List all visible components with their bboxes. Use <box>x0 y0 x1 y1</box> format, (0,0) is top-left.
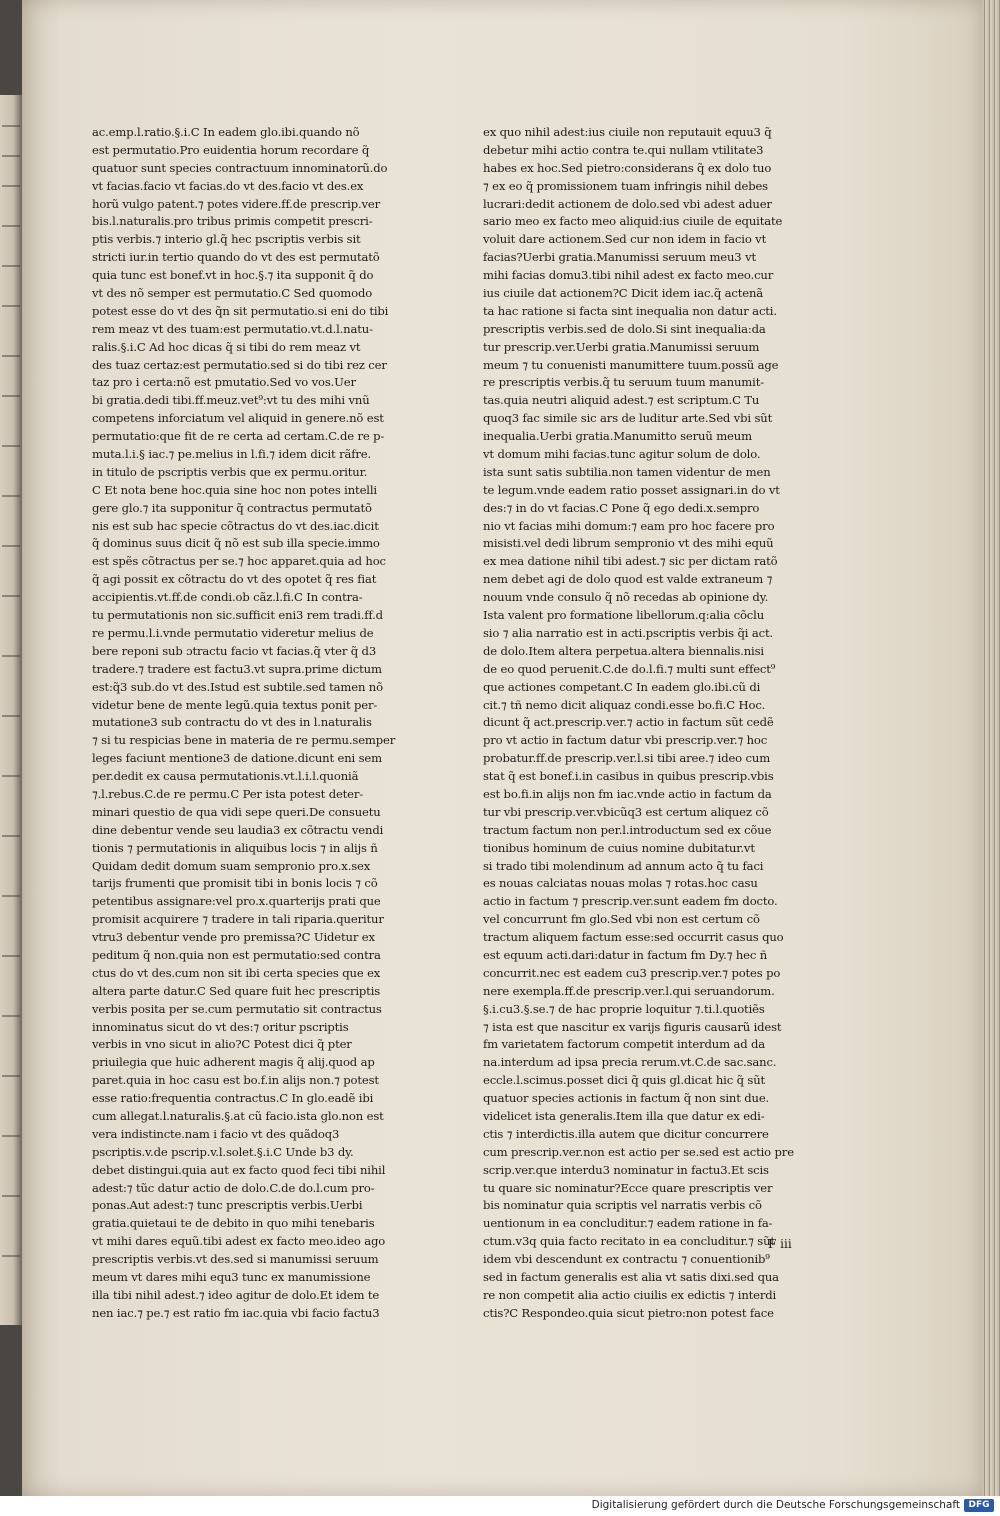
text-line: vt des nõ semper est permutatio.C Sed quomodo <box>92 286 373 301</box>
text-line: nio vt facias mihi domum:⁊ eam pro hoc facere pro <box>483 518 775 533</box>
text-line: vt facias.facio vt facias.do vt des.facio vt des.ex <box>92 178 364 193</box>
text-line: tionibus hominum de cuius nomine dubitatur.vt <box>483 840 755 855</box>
text-line: tarijs frumenti que promisit tibi in bonis locis ⁊ cõ <box>92 876 378 891</box>
text-line: est equum acti.dari:datur in factum fm Dy.⁊ hec ñ <box>483 947 768 962</box>
text-line: competens inforciatum vel aliquid in genere.nõ est <box>92 411 384 426</box>
text-line: per.dedit ex causa permutationis.vt.l.i.l.quoniã <box>92 769 359 784</box>
text-line: inequalia.Uerbi gratia.Manumitto seruũ meum <box>483 429 752 444</box>
text-line: mihi facias domu3.tibi nihil adest ex facto meo.cur <box>483 268 774 283</box>
text-line: tu quare sic nominatur?Ecce quare prescriptis ver <box>483 1180 773 1195</box>
text-line: bi gratia.dedi tibi.ff.meuz.vet⁹:vt tu des mihi vnũ <box>92 393 370 408</box>
text-line: ponas.Aut adest:⁊ tunc prescriptis verbis.Uerbi <box>92 1198 363 1213</box>
text-line: pscriptis.v.de pscrip.v.l.solet.§.i.C Unde b3 dy. <box>92 1144 354 1159</box>
text-line: ista sunt satis subtilia.non tamen videntur de men <box>483 464 771 479</box>
text-line: stat q̃ est bonef.i.in casibus in quibus prescrip.vbis <box>483 769 774 784</box>
text-line: illa tibi nihil adest.⁊ ideo agitur de dolo.Et idem te <box>92 1287 380 1302</box>
text-line: nouum vnde consulo q̃ nõ recedas ab opinione dy. <box>483 590 769 605</box>
text-line: de eo quod peruenit.C.de do.l.fi.⁊ multi sunt effect⁹ <box>483 661 776 676</box>
text-line: in titulo de pscriptis verbis que ex permu.oritur. <box>92 464 368 479</box>
text-line: est spẽs cõtractus per se.⁊ hoc apparet.quia ad hoc <box>92 554 386 569</box>
text-line: paret.quia in hoc casu est bo.f.in alijs non.⁊ potest <box>92 1073 379 1088</box>
text-line: uentionum in ea concluditur.⁊ eadem ratione in fa- <box>483 1216 773 1231</box>
text-line: ptis verbis.⁊ interio gl.q̃ hec pscriptis verbis sit <box>92 232 361 247</box>
text-line: debet distingui.quia aut ex facto quod feci tibi nihil <box>92 1162 386 1177</box>
text-line: verbis in vno sicut in alio?C Potest dici q̃ pter <box>92 1037 352 1052</box>
text-line: nem debet agi de dolo quod est valde extraneum ⁊ <box>483 572 773 587</box>
facing-page-edge <box>0 95 22 1325</box>
text-line: promisit acquirere ⁊ tradere in tali riparia.queritur <box>92 912 384 927</box>
text-line: peditum q̃ non.quia non est permutatio:sed contra <box>92 947 381 962</box>
text-line: que actiones competant.C In eadem glo.ibi.cũ di <box>483 679 761 694</box>
text-line: quoq3 fac simile sic ars de luditur arte.Sed vbi sũt <box>483 411 773 426</box>
text-line: ctum.v3q quia facto recitato in ea concluditur.⁊ sũt <box>483 1234 775 1249</box>
text-line: ⁊.l.rebus.C.de re permu.C Per ista potest deter- <box>92 786 364 801</box>
text-line: tur prescrip.ver.Uerbi gratia.Manumissi seruum <box>483 339 760 354</box>
text-line: taz pro i certa:nõ est pmutatio.Sed vo vos.Uer <box>92 375 356 390</box>
text-line: est:q̃3 sub.do vt des.Istud est subtile.sed tamen nõ <box>92 679 383 694</box>
text-line: bere reponi sub ɔtractu facio vt facias.q̃ vter q̃ d3 <box>92 643 377 658</box>
text-line: scrip.ver.que interdu3 nominatur in factu3.Et scis <box>483 1162 769 1177</box>
text-line: quia tunc est bonef.vt in hoc.§.⁊ ita supponit q̃ do <box>92 268 374 283</box>
text-line: ctus do vt des.cum non sit ibi certa species que ex <box>92 965 381 980</box>
text-line: priuilegia que huic adherent magis q̃ alij.quod ap <box>92 1055 375 1070</box>
text-line: des:⁊ in do vt facias.C Pone q̃ ego dedi.x.sempro <box>483 500 760 515</box>
text-line: mutatione3 sub contractu do vt des in l.naturalis <box>92 715 372 730</box>
text-line: vt domum mihi facias.tunc agitur solum de dolo. <box>483 447 761 462</box>
text-line: videlicet ista generalis.Item illa que datur ex edi- <box>483 1108 765 1123</box>
text-line: de dolo.Item altera perpetua.altera biennalis.nisi <box>483 643 764 658</box>
text-line: dicunt q̃ act.prescrip.ver.⁊ actio in factum sũt cedẽ <box>483 715 774 730</box>
text-line: meum vt dares mihi equ3 tunc ex manumissione <box>92 1270 371 1284</box>
text-line: tractum factum non per.l.introductum sed ex cõue <box>483 822 772 837</box>
text-line: ralis.§.i.C Ad hoc dicas q̃ si tibi do rem meaz vt <box>92 339 361 354</box>
text-line: concurrit.nec est eadem cu3 prescrip.ver.⁊ potes po <box>483 965 781 980</box>
text-line: ⁊ ista est que nascitur ex varijs figuris causarũ idest <box>483 1019 782 1034</box>
text-line: facias?Uerbi gratia.Manumissi seruum meu3 vt <box>483 250 756 265</box>
text-line: sario meo ex facto meo aliquid:ius ciuile de equitate <box>483 214 783 229</box>
text-line: habes ex hoc.Sed pietro:considerans q̃ ex dolo tuo <box>483 160 772 175</box>
signature-mark: F iii <box>768 1237 792 1251</box>
text-line: nis est sub hac specie cõtractus do vt des.iac.dicit <box>92 518 379 533</box>
text-line: cit.⁊ tñ nemo dicit aliquaz condi.esse bo.fi.C Hoc. <box>483 697 766 712</box>
text-line: ex quo nihil adest:ius ciuile non reputauit equu3 q̃ <box>483 125 772 139</box>
text-line: ⁊ si tu respicias bene in materia de re permu.semper <box>92 733 396 748</box>
text-line: voluit dare actionem.Sed cur non idem in facio vt <box>483 232 767 247</box>
text-line: stricti iur.in tertio quando do vt des est permutatõ <box>92 250 380 265</box>
text-line: vera indistincte.nam i facio vt des quãdoq3 <box>92 1126 340 1141</box>
text-line: meum ⁊ tu conuenisti manumittere tuum.possũ age <box>483 357 779 372</box>
text-line: bis nominatur quia scriptis vel narratis verbis cõ <box>483 1198 762 1213</box>
text-line: tionis ⁊ permutationis in aliquibus locis ⁊ in alijs ñ <box>92 840 378 855</box>
text-line: muta.l.i.§ iac.⁊ pe.melius in l.fi.⁊ idem dicit rãfre. <box>92 447 372 462</box>
text-line: leges faciunt mentione3 de datione.dicunt eni sem <box>92 751 382 766</box>
text-line: videtur bene de mente legũ.quia textus ponit per- <box>92 697 378 712</box>
text-line: cum allegat.l.naturalis.§.at cũ facio.ista glo.non est <box>92 1108 384 1123</box>
text-line: q̃ agi possit ex cõtractu do vt des opotet q̃ res fiat <box>92 572 377 587</box>
text-line: petentibus assignare:vel pro.x.quarterijs prati que <box>92 894 381 909</box>
text-line: quatuor sunt species contractuum innominatorũ.do <box>92 160 388 175</box>
text-line: pro vt actio in factum datur vbi prescrip.ver.⁊ hoc <box>483 733 768 748</box>
text-line: quatuor species actionis in factum q̃ non sint due. <box>483 1091 770 1106</box>
text-line: innominatus sicut do vt des:⁊ oritur pscriptis <box>92 1019 349 1034</box>
text-line: dine debentur vende seu laudia3 ex cõtractu vendi <box>92 822 384 837</box>
text-line: si trado tibi molendinum ad annum acto q̃ tu faci <box>483 858 764 873</box>
left-text-column <box>92 124 404 1323</box>
text-line: minari questio de qua vidi sepe queri.De consuetu <box>92 804 381 819</box>
dfg-logo: DFG <box>964 1499 994 1512</box>
right-text-column <box>483 124 795 1323</box>
text-line: es nouas calciatas nouas molas ⁊ rotas.hoc casu <box>483 876 758 891</box>
text-line: vel concurrunt fm glo.Sed vbi non est certum cõ <box>483 912 760 927</box>
text-line: re non competit alia actio ciuilis ex edictis ⁊ interdi <box>483 1287 777 1302</box>
text-line: altera parte datur.C Sed quare fuit hec prescriptis <box>92 983 381 998</box>
text-line: potest esse do vt des q̃n sit permutatio.si eni do tibi <box>92 303 389 318</box>
text-line: nere exempla.ff.de prescrip.ver.l.qui seruandorum. <box>483 983 775 998</box>
text-line: te legum.vnde eadem ratio posset assignari.in do vt <box>483 482 780 497</box>
text-line: ⁊ ex eo q̃ promissionem tuam infringis nihil debes <box>483 178 768 193</box>
text-line: ta hac ratione si facta sint inequalia non datur acti. <box>483 303 777 318</box>
text-line: tradere.⁊ tradere est factu3.vt supra.prime dictum <box>92 661 382 676</box>
text-line: nen iac.⁊ pe.⁊ est ratio fm iac.quia vbi facio factu3 <box>92 1305 380 1320</box>
text-line: tu permutationis non sic.sufficit eni3 rem tradi.ff.d <box>92 608 383 623</box>
text-line: des tuaz certaz:est permutatio.sed si do tibi rez cer <box>92 357 387 372</box>
text-line: permutatio:que fit de re certa ad certam.C.de re p- <box>92 429 385 444</box>
text-line: verbis posita per se.cum permutatio sit contractus <box>92 1001 382 1016</box>
text-line: est permutatio.Pro euidentia horum recordare q̃ <box>92 142 370 157</box>
text-line: C Et nota bene hoc.quia sine hoc non potes intelli <box>92 482 377 497</box>
text-line: §.i.cu3.§.se.⁊ de hac proprie loquitur ⁊.ti.l.quotiẽs <box>483 1001 765 1016</box>
text-line: Ista valent pro formatione libellorum.q:alia cõclu <box>483 608 765 623</box>
text-line: debetur mihi actio contra te.qui nullam vtilitate3 <box>483 142 764 157</box>
text-line: horũ vulgo patent.⁊ potes videre.ff.de prescrip.ver <box>92 196 381 211</box>
text-line: na.interdum ad ipsa precia rerum.vt.C.de sac.sanc. <box>483 1055 777 1070</box>
text-line: tractum aliquem factum esse:sed occurrit casus quo <box>483 930 784 945</box>
text-line: prescriptis verbis.sed de dolo.Si sint inequalia:da <box>483 321 766 336</box>
text-line: tas.quia neutri aliquid adest.⁊ est scriptum.C Tu <box>483 393 760 408</box>
text-line: re permu.l.i.vnde permutatio videretur melius de <box>92 625 374 640</box>
text-line: ex mea datione nihil tibi adest.⁊ sic per dictam ratõ <box>483 554 778 569</box>
text-line: rem meaz vt des tuam:est permutatio.vt.d.l.natu- <box>92 321 373 336</box>
text-line: probatur.ff.de prescrip.ver.l.si tibi aree.⁊ ideo cum <box>483 751 771 766</box>
text-line: sed in factum generalis est alia vt satis dixi.sed qua <box>483 1270 779 1284</box>
text-line: sio ⁊ alia narratio est in acti.pscriptis verbis q̃i act. <box>483 625 773 640</box>
text-line: est bo.fi.in alijs non fm iac.vnde actio in factum da <box>483 786 772 801</box>
page-edge-stack <box>982 0 1000 1496</box>
text-line: ius ciuile dat actionem?C Dicit idem iac.q̃ actenã <box>483 286 764 301</box>
text-line: cum prescrip.ver.non est actio per se.sed est actio pre <box>483 1144 794 1159</box>
text-line: actio in factum ⁊ prescrip.ver.sunt eadem fm docto. <box>483 894 778 909</box>
text-line: prescriptis verbis.vt des.sed si manumissi seruum <box>92 1252 379 1267</box>
text-line: ctis ⁊ interdictis.illa autem que dicitur concurrere <box>483 1126 769 1141</box>
text-line: eccle.l.scimus.posset dici q̃ quis gl.dicat hic q̃ sũt <box>483 1073 766 1088</box>
footer-bar <box>0 1496 1000 1516</box>
text-line: Quidam dedit domum suam sempronio pro.x.sex <box>92 858 371 873</box>
text-line: accipientis.vt.ff.de condi.ob cãz.l.fi.C In contra- <box>92 590 363 605</box>
text-line: gratia.quietaui te de debito in quo mihi tenebaris <box>92 1216 375 1231</box>
text-line: vtru3 debentur vende pro premissa?C Uidetur ex <box>92 930 375 945</box>
text-line: adest:⁊ tũc datur actio de dolo.C.de do.l.cum pro- <box>92 1180 375 1195</box>
text-line: re prescriptis verbis.q̃ tu seruum tuum manumit- <box>483 375 764 390</box>
text-line: fm varietatem factorum competit interdum ad da <box>483 1037 766 1052</box>
footer-credit: Digitalisierung gefördert durch die Deutsche Forschungsgemeinschaft <box>591 1499 960 1511</box>
text-line: misisti.vel dedi librum sempronio vt des mihi equũ <box>483 536 774 551</box>
text-line: idem vbi descendunt ex contractu ⁊ conuentionib⁹ <box>483 1252 770 1267</box>
text-line: gere glo.⁊ ita supponitur q̃ contractus permutatõ <box>92 500 372 515</box>
text-line: ac.emp.l.ratio.§.i.C In eadem glo.ibi.quando nõ <box>92 125 360 139</box>
text-line: lucrari:dedit actionem de dolo.sed vbi adest aduer <box>483 196 772 211</box>
text-line: vt mihi dares equũ.tibi adest ex facto meo.ideo ago <box>92 1234 386 1249</box>
text-line: q̃ dominus suus dicit q̃ nõ est sub illa specie.immo <box>92 536 380 551</box>
text-line: tur vbi prescrip.ver.vbicũq3 est certum aliquez cõ <box>483 804 769 819</box>
text-line: esse ratio:frequentia contractus.C In glo.eadẽ ibi <box>92 1091 374 1106</box>
text-line: bis.l.naturalis.pro tribus primis competit prescri- <box>92 214 373 229</box>
text-line: ctis?C Respondeo.quia sicut pietro:non potest face <box>483 1305 774 1320</box>
